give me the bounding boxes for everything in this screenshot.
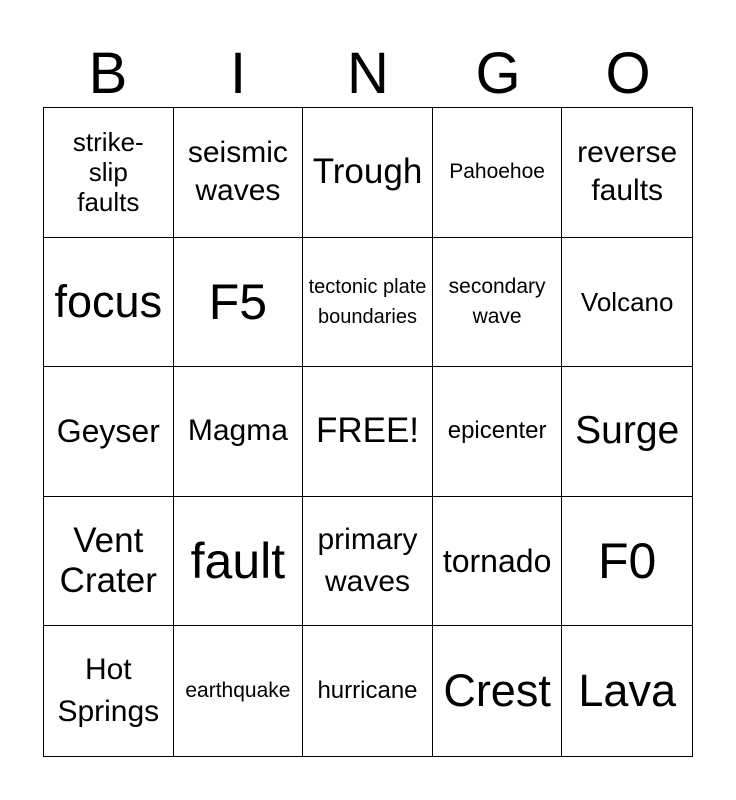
cell-text: primary waves [317,523,418,599]
bingo-cell[interactable] [303,238,433,368]
bingo-cell[interactable] [433,108,563,238]
bingo-cell[interactable] [174,238,304,368]
bingo-cell[interactable] [562,108,692,238]
header-letter-b: B [88,41,128,106]
cell-text: FREE! [315,411,420,451]
bingo-cell[interactable] [433,497,563,627]
header-letter-o: O [605,41,651,106]
bingo-board [43,107,693,757]
bingo-cell[interactable] [174,497,304,627]
header-letter-g: G [475,41,521,106]
bingo-cell[interactable] [174,626,304,756]
bingo-cell[interactable] [44,367,174,497]
cell-text: Magma [187,414,288,448]
bingo-cell[interactable] [303,108,433,238]
cell-text: Geyser [56,413,160,450]
bingo-header [43,40,693,108]
cell-text: Crest [443,665,551,717]
bingo-cell[interactable] [562,367,692,497]
cell-text: F5 [208,273,268,330]
cell-text: epicenter [447,417,547,445]
cell-text: Hot Springs [57,653,160,729]
bingo-cell[interactable] [44,497,174,627]
cell-text: Pahoehoe [449,160,545,184]
bingo-cell[interactable] [44,238,174,368]
bingo-cell[interactable] [562,238,692,368]
cell-text: hurricane [317,677,418,705]
header-letter-i: I [229,41,247,106]
cell-text: seismic waves [187,136,288,208]
cell-text: fault [190,533,286,590]
cell-text: secondary wave [448,274,546,328]
cell-text: Surge [575,409,680,453]
cell-text: reverse faults [577,136,678,208]
header-letter-n: N [347,41,389,106]
cell-text: focus [54,275,163,327]
bingo-cell[interactable] [174,108,304,238]
bingo-cell[interactable] [303,367,433,497]
cell-text: tornado [442,543,552,580]
bingo-cell[interactable] [433,367,563,497]
cell-text: earthquake [185,679,291,703]
bingo-cell[interactable] [303,497,433,627]
cell-text: Vent Crater [59,521,157,601]
cell-text: strike-slip faults [72,127,144,218]
cell-text: Trough [312,152,423,192]
bingo-cell[interactable] [174,367,304,497]
bingo-cell[interactable] [562,497,692,627]
bingo-cell[interactable] [562,626,692,756]
bingo-cell[interactable] [433,238,563,368]
bingo-cell[interactable] [44,108,174,238]
bingo-cell[interactable] [433,626,563,756]
cell-text: Volcano [580,286,674,317]
bingo-cell[interactable] [303,626,433,756]
cell-text: tectonic plate boundaries [308,275,427,328]
bingo-cell[interactable] [44,626,174,756]
cell-text: F0 [598,533,657,590]
cell-text: Lava [578,665,676,717]
